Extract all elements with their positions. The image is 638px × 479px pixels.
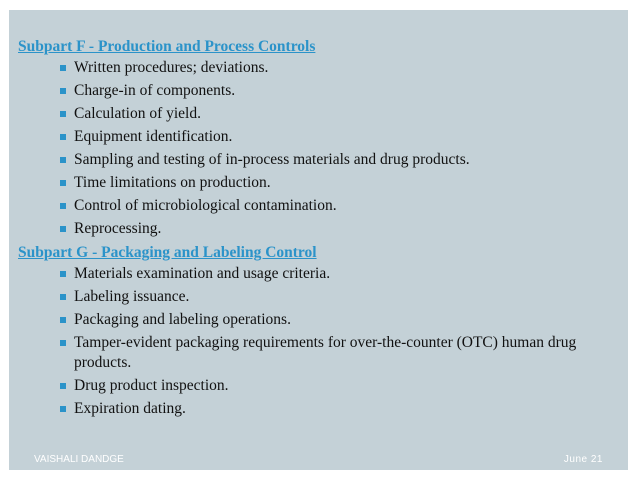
square-bullet-icon: [60, 134, 66, 140]
footer-author: VAISHALI DANDGE: [34, 454, 124, 465]
square-bullet-icon: [60, 203, 66, 209]
slide-content: [18, 36, 618, 422]
list-item-text: Equipment identification.: [74, 128, 233, 145]
list-item-text: Tamper-evident packaging requirements for over-the-counter (OTC) human drug products.: [74, 334, 577, 371]
subpart-g-list: [18, 264, 618, 419]
list-item-text: Written procedures; deviations.: [74, 59, 269, 76]
list-item-text: Drug product inspection.: [74, 377, 229, 394]
square-bullet-icon: [60, 271, 66, 277]
list-item: [18, 399, 618, 419]
square-bullet-icon: [60, 294, 66, 300]
list-item: [18, 150, 618, 170]
slide: [9, 10, 628, 470]
square-bullet-icon: [60, 157, 66, 163]
slide-footer: [9, 450, 628, 470]
section-heading-subpart-g: Subpart G - Packaging and Labeling Control: [18, 244, 317, 261]
section-heading-subpart-f: Subpart F - Production and Process Controls: [18, 38, 316, 55]
square-bullet-icon: [60, 226, 66, 232]
subpart-f-list: [18, 58, 618, 239]
square-bullet-icon: [60, 88, 66, 94]
list-item-text: Materials examination and usage criteria.: [74, 265, 331, 282]
list-item: [18, 376, 618, 396]
list-item-text: Sampling and testing of in-process materials and drug products.: [74, 151, 470, 168]
list-item-text: Control of microbiological contamination.: [74, 197, 337, 214]
square-bullet-icon: [60, 317, 66, 323]
list-item: [18, 219, 618, 239]
list-item-text: Reprocessing.: [74, 220, 162, 237]
list-item-text: Packaging and labeling operations.: [74, 311, 291, 328]
list-item: [18, 264, 618, 284]
footer-date: June 21: [563, 454, 603, 465]
square-bullet-icon: [60, 65, 66, 71]
list-item: [18, 81, 618, 101]
square-bullet-icon: [60, 340, 66, 346]
square-bullet-icon: [60, 383, 66, 389]
square-bullet-icon: [60, 111, 66, 117]
list-item: [18, 333, 618, 373]
list-item-text: Labeling issuance.: [74, 288, 190, 305]
list-item: [18, 196, 618, 216]
list-item-text: Calculation of yield.: [74, 105, 201, 122]
list-item-text: Expiration dating.: [74, 400, 186, 417]
list-item: [18, 310, 618, 330]
square-bullet-icon: [60, 406, 66, 412]
list-item: [18, 287, 618, 307]
list-item-text: Charge-in of components.: [74, 82, 236, 99]
list-item: [18, 58, 618, 78]
list-item-text: Time limitations on production.: [74, 174, 271, 191]
list-item: [18, 127, 618, 147]
list-item: [18, 173, 618, 193]
square-bullet-icon: [60, 180, 66, 186]
list-item: [18, 104, 618, 124]
